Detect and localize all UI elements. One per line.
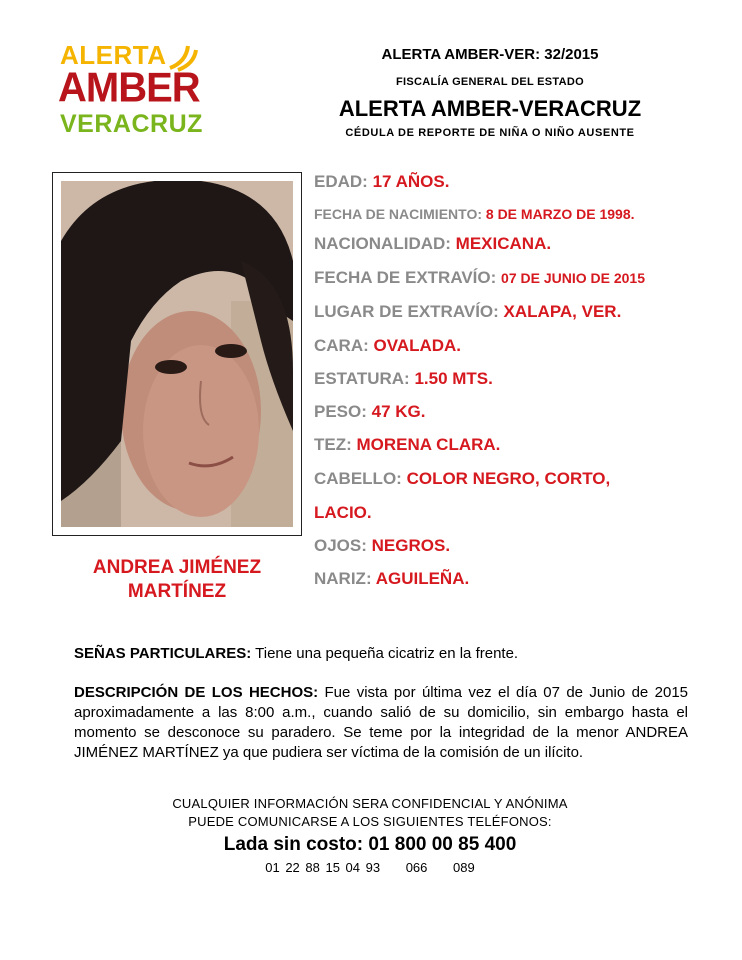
field-value: 47 KG. <box>371 402 426 421</box>
field-value: XALAPA, VER. <box>503 302 622 321</box>
field-value: COLOR NEGRO, CORTO, <box>406 469 611 488</box>
field-label: LUGAR DE EXTRAVÍO: <box>314 302 499 321</box>
field-value: OVALADA. <box>373 336 462 355</box>
name-line2: MARTÍNEZ <box>127 581 227 602</box>
field-nariz <box>314 569 469 589</box>
phone-number: 01 22 88 15 04 93 <box>265 860 381 875</box>
field-estatura <box>314 369 493 389</box>
missing-person-photo <box>61 181 293 527</box>
field-label: CABELLO: <box>314 469 402 488</box>
contact-instructions: PUEDE COMUNICARSE A LOS SIGUIENTES TELÉFONOS: <box>188 814 552 829</box>
missing-person-name <box>52 556 302 604</box>
field-label: CARA: <box>314 336 369 355</box>
agency-name: FISCALÍA GENERAL DEL ESTADO <box>396 76 584 88</box>
logo-line2: AMBER <box>58 64 200 112</box>
logo-line1: ALERTA <box>60 40 167 70</box>
phone-numbers <box>140 860 600 875</box>
field-cara <box>314 336 461 356</box>
senas-label: SEÑAS PARTICULARES: <box>74 645 252 662</box>
field-value: MORENA CLARA. <box>356 435 501 454</box>
field-label: NARIZ: <box>314 569 372 588</box>
phone-number: 089 <box>453 860 475 875</box>
photo-frame <box>52 172 302 536</box>
alerta-amber-logo <box>56 40 206 140</box>
field-value: MEXICANA. <box>455 234 552 253</box>
field-value: 07 DE JUNIO DE 2015 <box>501 270 645 286</box>
logo-line3: VERACRUZ <box>60 110 203 138</box>
field-label: ESTATURA: <box>314 369 410 388</box>
field-value: NEGROS. <box>371 536 451 555</box>
field-lugar-extravio <box>314 302 621 322</box>
field-label: TEZ: <box>314 435 352 454</box>
field-peso <box>314 402 426 422</box>
field-tez <box>314 435 500 455</box>
field-nacionalidad <box>314 234 551 254</box>
field-label: FECHA DE EXTRAVÍO: <box>314 268 497 287</box>
distinguishing-marks <box>74 644 688 664</box>
field-value: LACIO. <box>314 503 372 522</box>
confidential-notice: CUALQUIER INFORMACIÓN SERA CONFIDENCIAL Y ANÓNIMA <box>172 796 568 811</box>
name-line1: ANDREA JIMÉNEZ <box>92 557 262 578</box>
descripcion-text: Fue vista por última vez el día 07 de Junio de 2015 aproximadamente a las 8:00 a.m., cuando salió de su domicilio, sin embargo hasta el momento se desconoce su paradero. Se teme por la integridad de la menor ANDREA JIMÉNEZ MARTÍNEZ ya que pudiera ser víctima de la comisión de un ilícito. <box>74 684 689 761</box>
field-value: 8 DE MARZO DE 1998. <box>485 206 635 222</box>
field-fecha-extravio <box>314 268 645 288</box>
senas-text: Tiene una pequeña cicatriz en la frente. <box>255 645 519 662</box>
field-label: NACIONALIDAD: <box>314 234 451 253</box>
phone-number: 066 <box>405 860 428 875</box>
field-edad <box>314 172 449 192</box>
field-label: EDAD: <box>314 172 368 191</box>
field-value: AGUILEÑA. <box>375 569 470 588</box>
page-title: ALERTA AMBER-VERACRUZ <box>338 96 642 121</box>
field-ojos <box>314 536 450 556</box>
field-cabello-cont <box>314 503 372 523</box>
page-subtitle: CÉDULA DE REPORTE DE NIÑA O NIÑO AUSENTE <box>345 127 635 139</box>
alert-number: ALERTA AMBER-VER: 32/2015 <box>381 46 599 63</box>
field-value: 1.50 MTS. <box>414 369 493 388</box>
descripcion-label: DESCRIPCIÓN DE LOS HECHOS: <box>74 684 319 701</box>
field-label: OJOS: <box>314 536 367 555</box>
field-value: 17 AÑOS. <box>372 172 450 191</box>
incident-description <box>74 683 688 763</box>
field-cabello <box>314 469 610 489</box>
field-label: PESO: <box>314 402 367 421</box>
tollfree-number: Lada sin costo: 01 800 00 85 400 <box>223 834 517 855</box>
field-label: FECHA DE NACIMIENTO: <box>314 206 482 222</box>
field-fecha-nacimiento <box>314 206 635 222</box>
